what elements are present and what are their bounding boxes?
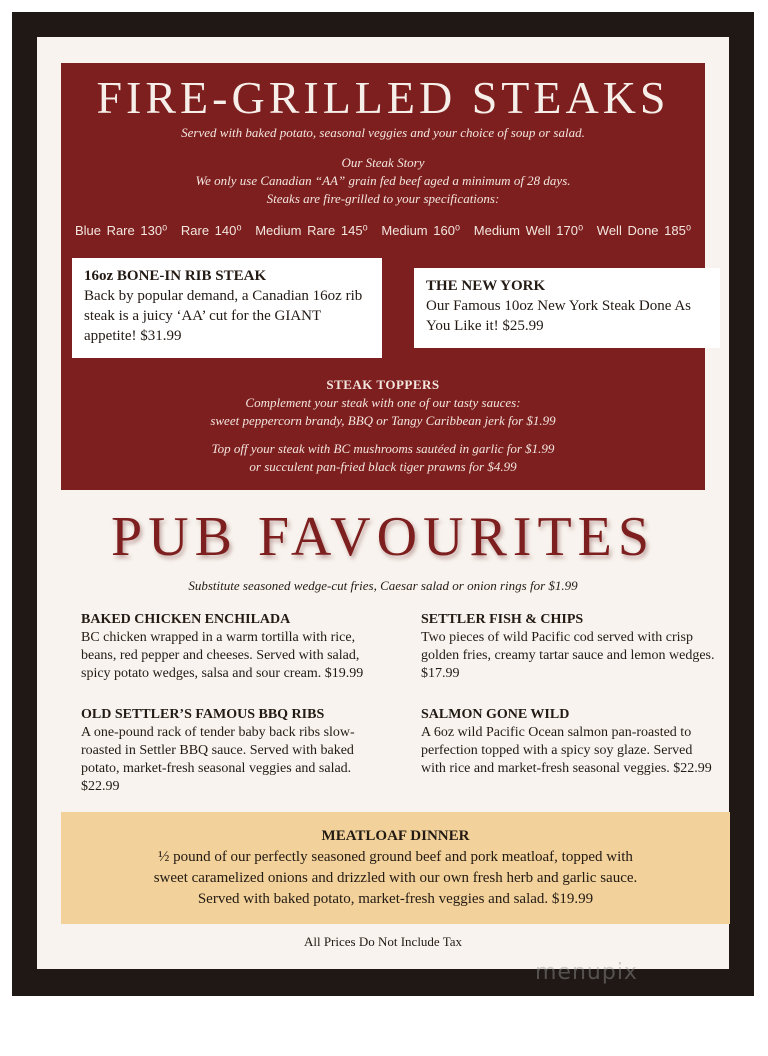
toppers-line-3: Top off your steak with BC mushrooms sautéed in garlic for $1.99 (211, 441, 555, 456)
meatloaf-name: MEATLOAF DINNER (321, 828, 470, 844)
toppers-line-4: or succulent pan-fried black tiger prawns for $4.99 (249, 459, 517, 474)
rib-steak-description: Back by popular demand, a Canadian 16oz rib steak is a juicy ‘AA’ cut for the GIANT appetite! $31.99 (84, 288, 363, 344)
menu-frame (12, 12, 754, 996)
menu-page (37, 37, 729, 969)
steak-toppers-title: STEAK TOPPERS (326, 377, 440, 392)
temp-medium-rare: Medium Rare 145⁰ (255, 223, 368, 238)
toppers-line-2: sweet peppercorn brandy, BBQ or Tangy Caribbean jerk for $1.99 (210, 413, 556, 428)
pub-subtitle: Substitute seasoned wedge-cut fries, Caesar salad or onion rings for $1.99 (188, 578, 578, 593)
tax-note: All Prices Do Not Include Tax (303, 934, 463, 949)
rib-steak-name: 16oz BONE-IN RIB STEAK (84, 268, 267, 284)
fish-chips-name: SETTLER FISH & CHIPS (421, 612, 584, 627)
steaks-subtitle: Served with baked potato, seasonal veggies and your choice of soup or salad. (181, 125, 585, 140)
menu-item-bbq-ribs (81, 706, 381, 796)
menu-item-fish-chips (421, 611, 716, 683)
menu-item-salmon (421, 706, 716, 778)
meatloaf-feature (61, 812, 730, 924)
temp-medium: Medium 160⁰ (381, 223, 461, 238)
salmon-name: SALMON GONE WILD (421, 707, 570, 722)
steaks-section (61, 63, 705, 490)
salmon-description: A 6oz wild Pacific Ocean salmon pan-roasted to perfection topped with a spicy soy glaze. Served with rice and market-fresh seasonal veggies. $22.99 (421, 725, 712, 776)
bbq-ribs-name: OLD SETTLER’S FAMOUS BBQ RIBS (81, 707, 325, 722)
temp-blue-rare: Blue Rare 130⁰ (74, 223, 168, 238)
meatloaf-line-3: Served with baked potato, market-fresh veggies and salad. $19.99 (197, 891, 594, 907)
rib-steak-card (72, 258, 382, 358)
steak-story-title: Our Steak Story (341, 155, 425, 170)
new-york-card (414, 268, 720, 348)
new-york-name: THE NEW YORK (426, 278, 546, 294)
steaks-title: FIRE-GRILLED STEAKS (96, 72, 670, 123)
steak-story-line-2: Steaks are fire-grilled to your specifications: (266, 191, 500, 206)
temp-well-done: Well Done 185⁰ (596, 223, 692, 238)
doneness-temperatures (61, 223, 705, 239)
fish-chips-description: Two pieces of wild Pacific cod served with crisp golden fries, creamy tartar sauce and lemon wedges. $17.99 (421, 630, 715, 681)
steak-story-line-1: We only use Canadian “AA” grain fed beef aged a minimum of 28 days. (195, 173, 571, 188)
new-york-description: Our Famous 10oz New York Steak Done As You Like it! $25.99 (426, 298, 691, 334)
menu-item-enchilada (81, 611, 381, 683)
watermark: menupix (535, 960, 638, 985)
meatloaf-line-1: ½ pound of our perfectly seasoned ground beef and pork meatloaf, topped with (158, 849, 633, 865)
pub-favourites-title: PUB FAVOURITES (110, 506, 656, 568)
enchilada-name: BAKED CHICKEN ENCHILADA (81, 612, 291, 627)
meatloaf-line-2: sweet caramelized onions and drizzled with our own fresh herb and garlic sauce. (153, 870, 638, 886)
temp-rare: Rare 140⁰ (180, 223, 242, 238)
temp-medium-well: Medium Well 170⁰ (473, 223, 584, 238)
toppers-line-1: Complement your steak with one of our tasty sauces: (245, 395, 521, 410)
enchilada-description: BC chicken wrapped in a warm tortilla with rice, beans, red pepper and cheeses. Served with salad, spicy potato wedges, salsa and sour cream. $19.99 (81, 630, 364, 681)
bbq-ribs-description: A one-pound rack of tender baby back ribs slow-roasted in Settler BBQ sauce. Served with baked potato, market-fresh seasonal veggies and salad. $22.99 (81, 725, 355, 794)
